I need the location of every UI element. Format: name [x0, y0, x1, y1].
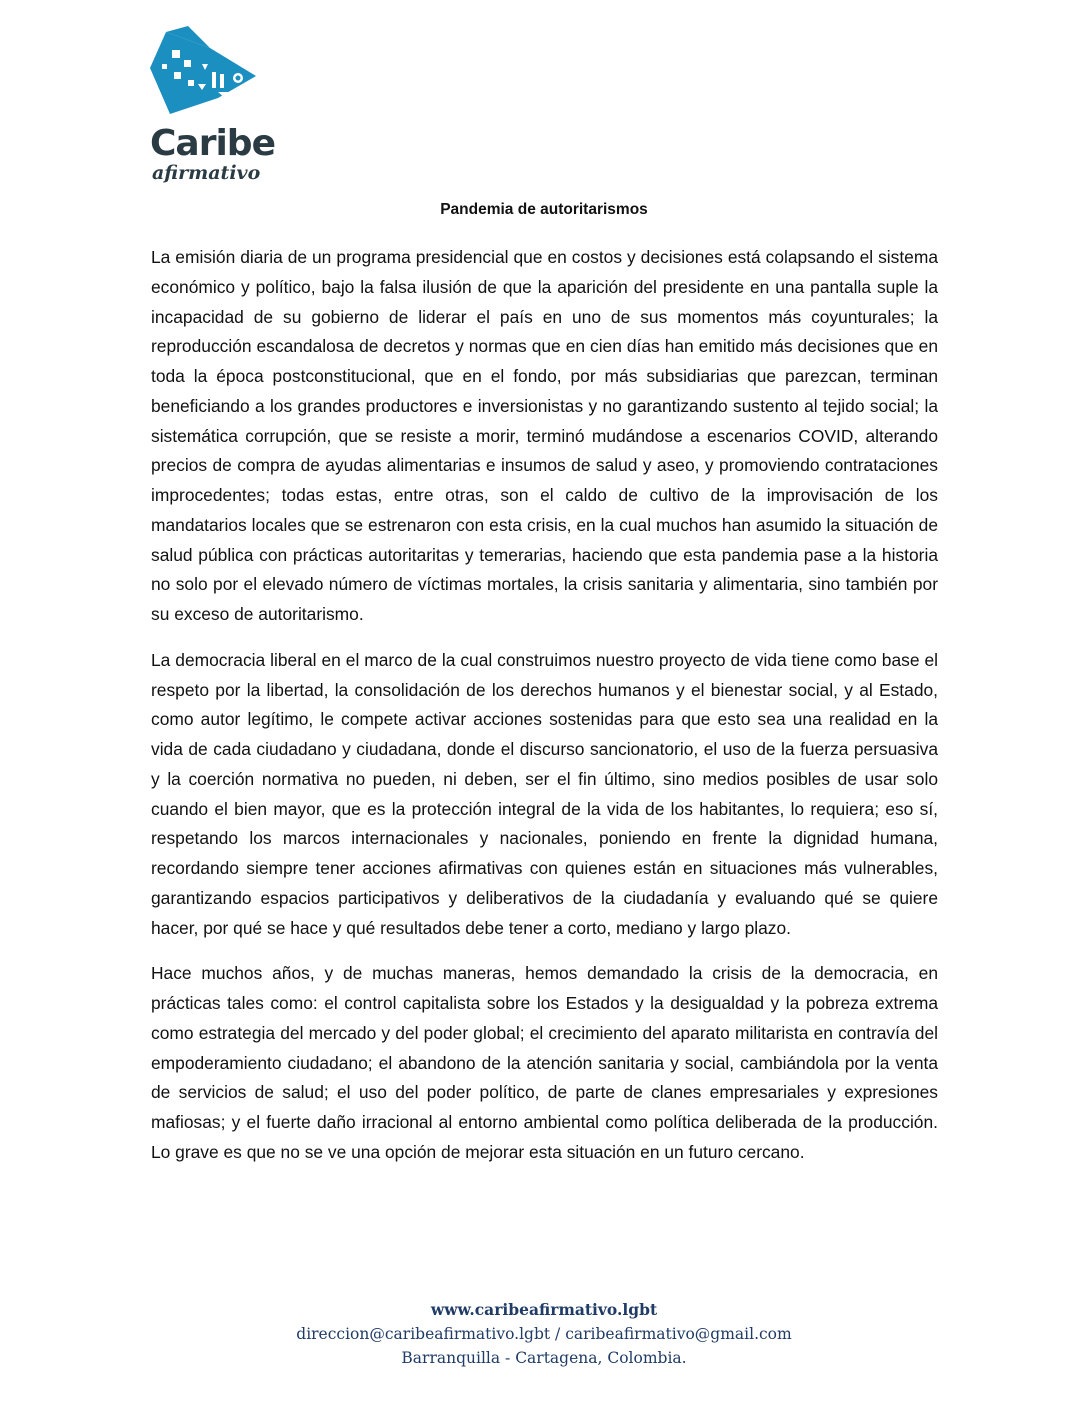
footer: [0, 1298, 1088, 1370]
organization-logo: [148, 24, 278, 184]
logo-name-main: Caribe: [150, 123, 275, 164]
paragraph-2: La democracia liberal en el marco de la cual construimos nuestro proyecto de vida tiene como base el respeto por la libertad, la consolidación de los derechos humanos y el bienestar social, y al Estado, como autor legítimo, le compete activar acciones sostenidas para que esto sea una realidad en la vida de cada ciudadano y ciudadana, donde el discurso sancionatorio, el uso de la fuerza persuasiva y la coerción normativa no pueden, ni deben, ser el fin último, sino medios posibles de usar solo cuando el bien mayor, que es la protección integral de la vida de los habitantes, lo requiera; eso sí, respetando los marcos internacionales y nacionales, poniendo en frente la dignidad humana, recordando siempre tener acciones afirmativas con quienes están en situaciones más vulnerables, garantizando espacios participativos y deliberativos de la ciudadanía y evaluando qué se quiere hacer, por qué se hace y qué resultados debe tener a corto, mediano y largo plazo.: [151, 649, 938, 938]
logo-name-sub: afirmativo: [152, 162, 261, 184]
footer-website: www.caribeafirmativo.lgbt: [430, 1300, 658, 1319]
document-body: [151, 243, 938, 1184]
fish-mosaic-icon: [148, 24, 263, 124]
paragraph-3: Hace muchos años, y de muchas maneras, hemos demandado la crisis de la democracia, en prácticas tales como: el control capitalista sobre los Estados y la desigualdad y la pobreza extrema como estrategia del mercado y del poder global; el crecimiento del aparato militarista en contravía del empoderamiento ciudadano; el abandono de la atención sanitaria y social, cambiándola por la venta de servicios de salud; el uso del poder político, de parte de clanes empresariales y expresiones mafiosas; y el fuerte daño irracional al entorno ambiental como política deliberada de la producción. Lo grave es que no se ve una opción de mejorar esta situación en un futuro cercano.: [151, 963, 938, 1162]
footer-emails: direccion@caribeafirmativo.lgbt / caribeafirmativo@gmail.com: [296, 1325, 792, 1343]
document-title: Pandemia de autoritarismos: [440, 201, 648, 218]
paragraph-1: La emisión diaria de un programa presidencial que en costos y decisiones está colapsando el sistema económico y político, bajo la falsa ilusión de que la aparición del presidente en una pantalla suple la incapacidad de su gobierno de liderar el país en uno de sus momentos más coyunturales; la reproducción escandalosa de decretos y normas que en cien días han emitido más decisiones que en toda la época postconstitucional, que en el fondo, por más subsidiarias que parezcan, terminan beneficiando a los grandes productores e inversionistas y no garantizando sustento al tejido social; la sistemática corrupción, que se resiste a morir, terminó mudándose a escenarios COVID, alterando precios de compra de ayudas alimentarias e insumos de salud y aseo, y promoviendo contrataciones improcedentes; todas estas, entre otras, son el caldo de cultivo de la improvisación de los mandatarios locales que se estrenaron con esta crisis, en la cual muchos han asumido la situación de salud pública con prácticas autoritaritas y temerarias, haciendo que esta pandemia pase a la historia no solo por el elevado número de víctimas mortales, la crisis sanitaria y alimentaria, sino también por su exceso de autoritarismo.: [151, 247, 938, 624]
footer-location: Barranquilla - Cartagena, Colombia.: [401, 1349, 687, 1367]
